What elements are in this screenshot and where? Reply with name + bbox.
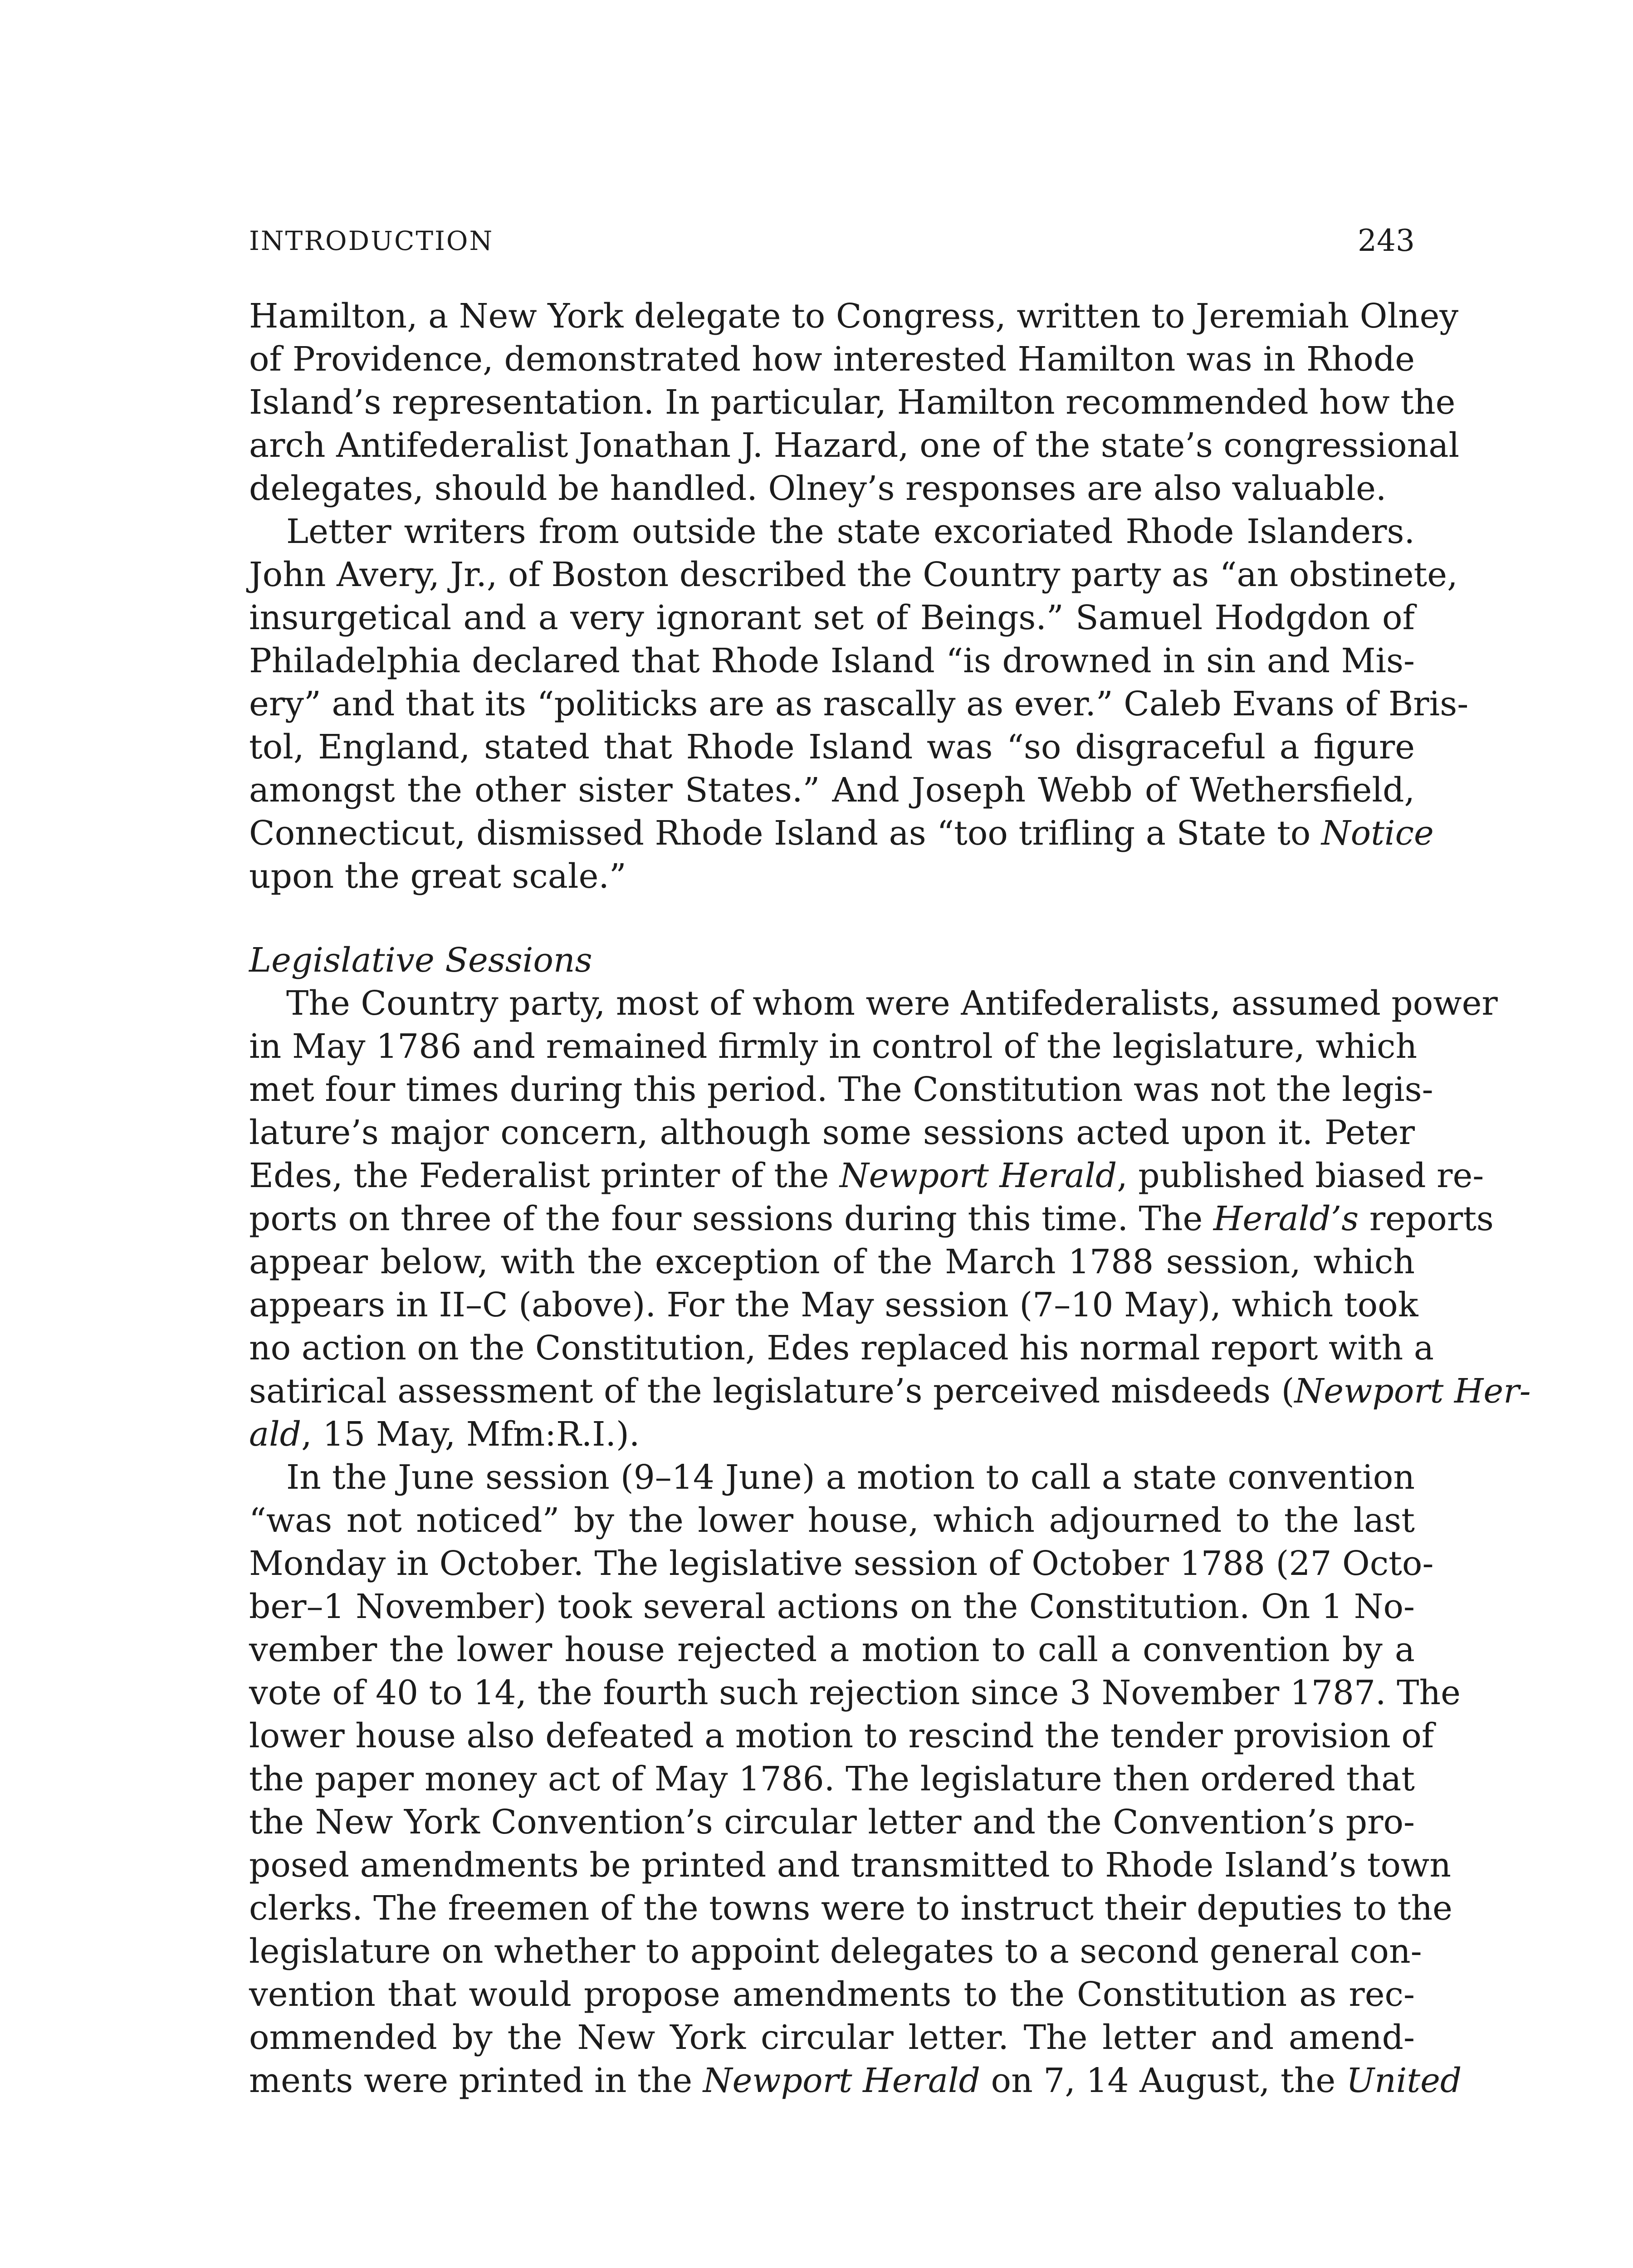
text-line: Island’s representation. In particular, Hamilton recommended how the [249, 383, 1456, 422]
text-line: the New York Convention’s circular letter and the Convention’s pro- [249, 1803, 1415, 1842]
text-line: appears in II–C (above). For the May session (7–10 May), which took [249, 1286, 1418, 1325]
text-line: ber–1 November) took several actions on the Constitution. On 1 No- [249, 1587, 1415, 1626]
text-line: amongst the other sister States.” And Joseph Webb of Wethersfield, [249, 771, 1415, 810]
paragraph [249, 295, 1460, 510]
text-line: vember the lower house rejected a motion to call a convention by a [249, 1630, 1415, 1669]
text-line: of Providence, demonstrated how interested Hamilton was in Rhode [249, 340, 1415, 379]
text-line: satirical assessment of the legislature’s perceived misdeeds (Newport Her- [249, 1372, 1531, 1411]
text-line: in May 1786 and remained firmly in control of the legislature, which [249, 1027, 1418, 1066]
text-line: appear below, with the exception of the March 1788 session, which [249, 1242, 1415, 1281]
text-line: ports on three of the four sessions during this time. The Herald’s reports [249, 1199, 1494, 1238]
text-line: met four times during this period. The Constitution was not the legis- [249, 1070, 1433, 1109]
paragraph [249, 982, 1531, 1456]
text-line: John Avery, Jr., of Boston described the Country party as “an obstinete, [249, 555, 1458, 594]
text-line: vention that would propose amendments to the Constitution as rec- [249, 1975, 1415, 2014]
text-line: Monday in October. The legislative session of October 1788 (27 Octo- [249, 1544, 1434, 1583]
text-line: “was not noticed” by the lower house, which adjourned to the last [249, 1501, 1415, 1540]
text-line: Letter writers from outside the state excoriated Rhode Islanders. [286, 512, 1415, 551]
text-line: arch Antifederalist Jonathan J. Hazard, one of the state’s congressional [249, 426, 1460, 465]
paragraph [249, 510, 1469, 898]
section-heading: Legislative Sessions [249, 941, 592, 980]
text-line: The Country party, most of whom were Antifederalists, assumed power [286, 984, 1498, 1023]
running-head: INTRODUCTION [249, 225, 494, 256]
text-line: delegates, should be handled. Olney’s responses are also valuable. [249, 469, 1387, 508]
page-number: 243 [1358, 223, 1415, 258]
text-line: posed amendments be printed and transmitted to Rhode Island’s town [249, 1846, 1452, 1885]
paragraph [249, 1456, 1462, 2102]
text-line: tol, England, stated that Rhode Island was “so disgraceful a figure [249, 728, 1415, 767]
text-line: upon the great scale.” [249, 857, 626, 896]
text-line: vote of 40 to 14, the fourth such rejection since 3 November 1787. The [249, 1673, 1461, 1712]
text-line: ery” and that its “politicks are as rascally as ever.” Caleb Evans of Bris- [249, 684, 1469, 723]
text-line: lower house also defeated a motion to rescind the tender provision of [249, 1716, 1434, 1755]
text-line: lature’s major concern, although some sessions acted upon it. Peter [249, 1113, 1415, 1152]
text-line: legislature on whether to appoint delegates to a second general con- [249, 1932, 1422, 1971]
text-line: no action on the Constitution, Edes replaced his normal report with a [249, 1329, 1434, 1368]
text-line: Philadelphia declared that Rhode Island “is drowned in sin and Mis- [249, 641, 1415, 680]
text-line: Hamilton, a New York delegate to Congress, written to Jeremiah Olney [249, 297, 1459, 336]
body-text [249, 295, 1531, 2102]
text-line: the paper money act of May 1786. The legislature then ordered that [249, 1760, 1415, 1799]
text-line: In the June session (9–14 June) a motion to call a state convention [286, 1458, 1415, 1497]
text-line: Edes, the Federalist printer of the Newport Herald, published biased re- [249, 1156, 1484, 1195]
text-line: ald, 15 May, Mfm:R.I.). [249, 1415, 640, 1454]
text-line: ommended by the New York circular letter. The letter and amend- [249, 2018, 1415, 2057]
page-header [249, 220, 1415, 261]
text-line: ments were printed in the Newport Herald on 7, 14 August, the United [249, 2061, 1462, 2100]
text-line: insurgetical and a very ignorant set of Beings.” Samuel Hodgdon of [249, 598, 1415, 637]
text-line: clerks. The freemen of the towns were to instruct their deputies to the [249, 1889, 1452, 1928]
text-line: Connecticut, dismissed Rhode Island as “too trifling a State to Notice [249, 814, 1434, 853]
